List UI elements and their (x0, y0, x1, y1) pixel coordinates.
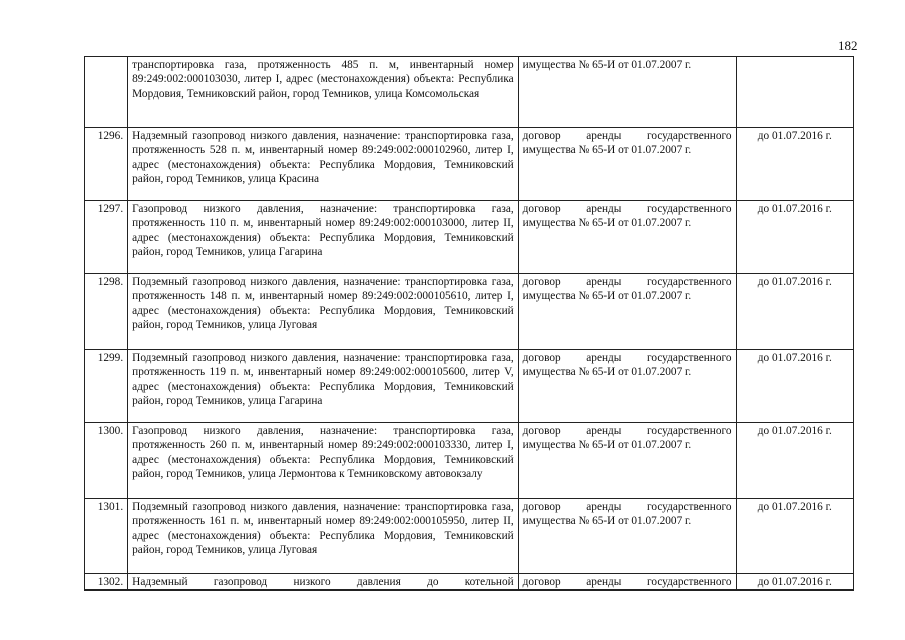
row-number: 1301. (85, 499, 128, 574)
term: до 01.07.2016 г. (736, 350, 853, 423)
legal-basis: договор аренды государственного имущества № 65-И от 01.07.2007 г. (518, 423, 736, 499)
term: до 01.07.2016 г. (736, 128, 853, 201)
legal-basis: договор аренды государственного имущества № 65-И от 01.07.2007 г. (518, 350, 736, 423)
row-number: 1300. (85, 423, 128, 499)
legal-basis: имущества № 65-И от 01.07.2007 г. (518, 57, 736, 128)
table-row (85, 350, 854, 423)
term: до 01.07.2016 г. (736, 423, 853, 499)
object-description: Подземный газопровод низкого давления, назначение: транспортировка газа, протяженность 148 п. м, инвентарный номер 89:249:002:000105610, литер I, адрес (местонахождения) объекта: Республика Мордовия, Темниковский район, город Темников, улица Луговая (128, 274, 519, 350)
table-row (85, 574, 854, 591)
legal-basis: договор аренды государственного имущества № 65-И от 01.07.2007 г. (518, 201, 736, 274)
table-row (85, 423, 854, 499)
row-number: 1299. (85, 350, 128, 423)
term: до 01.07.2016 г. (736, 499, 853, 574)
table-row (85, 128, 854, 201)
legal-basis: договор аренды государственного имущества № 65-И от 01.07.2007 г. (518, 128, 736, 201)
registry-table (84, 56, 854, 591)
object-description: Подземный газопровод низкого давления, назначение: транспортировка газа, протяженность 161 п. м, инвентарный номер 89:249:002:000105950, литер II, адрес (местонахождения) объекта: Республика Мордовия, Темниковский район, город Темников, улица Луговая (128, 499, 519, 574)
object-description: Надземный газопровод низкого давления, назначение: транспортировка газа, протяженность 528 п. м, инвентарный номер 89:249:002:000102960, литер I, адрес (местонахождения) объекта: Республика Мордовия, Темниковский район, город Темников, улица Красина (128, 128, 519, 201)
object-description: Газопровод низкого давления, назначение: транспортировка газа, протяженность 110 п. м, инвентарный номер 89:249:002:000103000, литер II, адрес (местонахождения) объекта: Республика Мордовия, Темниковский район, город Темников, улица Гагарина (128, 201, 519, 274)
legal-basis: договор аренды государственного (518, 574, 736, 591)
table-row (85, 499, 854, 574)
table-row (85, 57, 854, 128)
legal-basis: договор аренды государственного имущества № 65-И от 01.07.2007 г. (518, 499, 736, 574)
page-number: 182 (838, 38, 858, 53)
row-number: 1298. (85, 274, 128, 350)
row-number: 1296. (85, 128, 128, 201)
term: до 01.07.2016 г. (736, 201, 853, 274)
object-description: Подземный газопровод низкого давления, назначение: транспортировка газа, протяженность 119 п. м, инвентарный номер 89:249:002:000105600, литер V, адрес (местонахождения) объекта: Республика Мордовия, Темниковский район, город Темников, улица Гагарина (128, 350, 519, 423)
object-description: Надземный газопровод низкого давления до котельной (128, 574, 519, 591)
term: до 01.07.2016 г. (736, 274, 853, 350)
row-number: 1302. (85, 574, 128, 591)
table-row (85, 201, 854, 274)
object-description: транспортировка газа, протяженность 485 п. м, инвентарный номер 89:249:002:000103030, литер I, адрес (местонахождения) объекта: Республика Мордовия, Темниковский район, город Темников, улица Комсомольская (128, 57, 519, 128)
term (736, 57, 853, 128)
object-description: Газопровод низкого давления, назначение: транспортировка газа, протяженность 260 п. м, инвентарный номер 89:249:002:000103330, литер I, адрес (местонахождения) объекта: Республика Мордовия, Темниковский район, город Темников, улица Лермонтова к Темниковскому автовокзалу (128, 423, 519, 499)
term: до 01.07.2016 г. (736, 574, 853, 591)
table-row (85, 274, 854, 350)
legal-basis: договор аренды государственного имущества № 65-И от 01.07.2007 г. (518, 274, 736, 350)
row-number (85, 57, 128, 128)
row-number: 1297. (85, 201, 128, 274)
